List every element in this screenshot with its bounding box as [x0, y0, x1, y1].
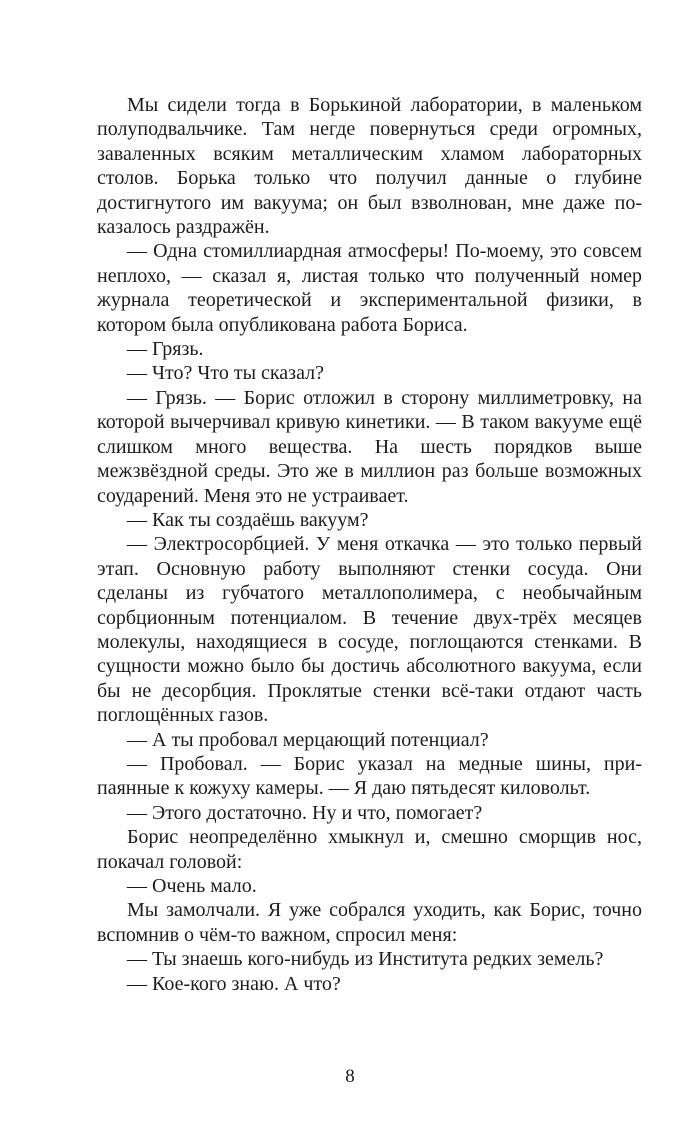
paragraph: Мы замолчали. Я уже собрался уходить, как Борис, точно вспомнив о чём-то важном, спросил меня:	[97, 899, 642, 946]
paragraph: — Грязь.	[127, 338, 204, 361]
page-text-body	[97, 93, 642, 996]
paragraph: — Очень мало.	[127, 875, 257, 897]
paragraph: — Пробовал. — Борис указал на медные шины, припаянные к кожуху камеры. — Я даю пятьдесят киловольт.	[97, 752, 642, 800]
paragraph: Борис неопределённо хмыкнул и, смешно сморщив нос, покачал головой:	[97, 826, 642, 873]
paragraph: Мы сидели тогда в Борькиной лаборатории, в маленьком полуподвальчике. Там негде повернуться среди огромных, заваленных всяким металлическим хламом лабораторных столов. Борька только что получил данные о глубине достигнутого им вакуума; он был взволнован, мне даже показалось раздражён.	[97, 94, 642, 239]
paragraph: — Этого достаточно. Ну и что, помогает?	[127, 801, 483, 824]
paragraph: — Что? Что ты сказал?	[127, 362, 324, 385]
page-number: 8	[345, 1066, 355, 1087]
paragraph: — Электросорбцией. У меня откачка — это только первый этап. Основную работу выполняют стенки сосуда. Они сделаны из губчатого металлополимера, с необычайным сорбционным потенциалом. В течение двух-трёх месяцев молекулы, находящиеся в сосуде, поглощаются стенками. В сущности можно было бы достичь абсолютного вакуума, если бы не десорбция. Проклятые стенки всё-таки отдают часть поглощённых газов.	[97, 533, 642, 727]
paragraph: — А ты пробовал мерцающий потенциал?	[127, 728, 489, 751]
paragraph: — Одна стомиллиардная атмосферы! По-моему, это совсем неплохо, — сказал я, листая только что полученный номер журнала теоретической и экспериментальной физики, в котором была опубликована работа Бориса.	[97, 240, 642, 336]
paragraph: — Грязь. — Борис отложил в сторону миллиметровку, на которой вычерчивал кривую кинетики. — В таком вакууме ещё слишком много вещества. На шесть порядков выше межзвёздной среды. Это же в миллион раз больше возможных соударений. Меня это не устраивает.	[97, 386, 642, 507]
paragraph: — Как ты создаёшь вакуум?	[127, 508, 369, 531]
paragraph: — Ты знаешь кого-нибудь из Института редких земель?	[127, 948, 604, 971]
paragraph: — Кое-кого знаю. А что?	[127, 972, 341, 995]
